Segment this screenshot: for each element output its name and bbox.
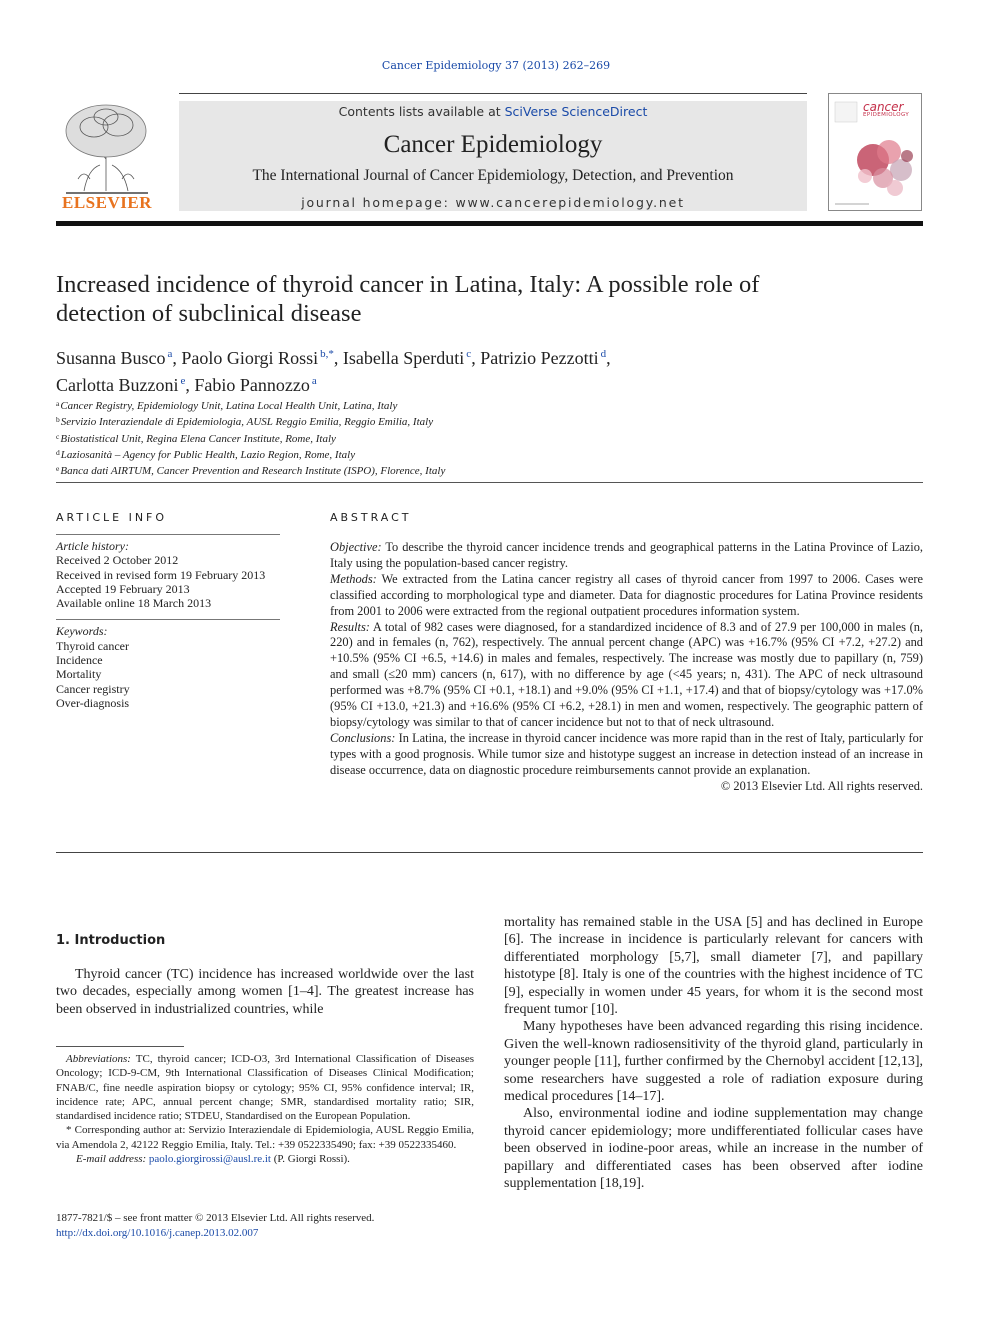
abstract-objective: Objective: To describe the thyroid cancer incidence trends and geographical patterns in the Latina Province of Lazio, Italy using the population-based cancer registry. — [330, 540, 923, 570]
article-info-heading: ARTICLE INFO — [56, 511, 168, 524]
page-footer — [56, 1211, 474, 1241]
journal-name: Cancer Epidemiology — [383, 131, 603, 158]
contents-line — [179, 104, 807, 119]
affiliation: $^d$Laziosanità – Agency for Public Health, Lazio Region, Rome, Italy — [56, 447, 356, 461]
abstract-results: Results: A total of 982 cases were diagnosed, for a standardized incidence of 8.3 and of 27.9 per 100,000 in males (n, 220) and in females (n, 762), respectively. The annual percent change (APC) was +16.7% (95% CI +7.2, +27.2) and +10.5% (95% CI +6.5, +14.6) in males and females, respectively. The increase was mostly due to papillary (n, 759) and small (≤20 mm) cancers (n, 617), with no difference by age (<45 years; n, 431). The APC of neck ultrasound performed was +8.7% (95% CI +0.1, +18.1) and +9.0% (95% CI +1.1, +17.4) and that of biopsy/cytology was +17.0% (95% CI +13.0, +21.3) and +16.6% (95% CI +6.2, +28.1) in men and women, respectively. The geographic pattern of biopsy/cytology was similar to that of cancer incidence but not to that of neck ultrasound. — [330, 619, 923, 729]
keyword: Mortality — [56, 667, 102, 682]
journal-citation[interactable]: Cancer Epidemiology 37 (2013) 262–269 — [381, 59, 611, 72]
keyword: Incidence — [56, 653, 103, 668]
contents-prefix: Contents lists available at — [338, 104, 505, 119]
section-divider — [56, 852, 923, 853]
email-footnote: E-mail address: paolo.giorgirossi@ausl.re.it (P. Giorgi Rossi). — [76, 1153, 350, 1166]
affiliation-list — [56, 397, 756, 478]
article-info — [56, 534, 280, 710]
author[interactable]: Susanna Busco $^a$ — [56, 348, 173, 368]
abstract-conclusions: Conclusions: In Latina, the increase in thyroid cancer incidence was more rapid than in the rest of Italy, particularly for types with a good prognosis. While tumor size and histotype suggest an increase in detection instead of an increase in disease occurrence, data on diagnostic procedure reimbursements cannot provide an explanation. — [330, 730, 923, 777]
history-item: Available online 18 March 2013 — [56, 596, 212, 611]
affiliation: $^a$Cancer Registry, Epidemiology Unit, Latina Local Health Unit, Latina, Italy — [56, 399, 398, 412]
issn-line: 1877-7821/$ – see front matter © 2013 Elsevier Ltd. All rights reserved. — [56, 1212, 375, 1224]
abstract-body — [330, 540, 923, 795]
affiliation: $^b$Servizio Interaziendale di Epidemiologia, AUSL Reggio Emilia, Reggio Emilia, Italy — [56, 415, 434, 429]
author[interactable]: Carlotta Buzzoni $^e$ — [56, 375, 186, 395]
cover-artwork — [829, 94, 922, 211]
introduction-heading: 1. Introduction — [56, 933, 166, 948]
email-link[interactable]: paolo.giorgirossi@ausl.re.it — [148, 1153, 271, 1166]
history-item: Accepted 19 February 2013 — [56, 581, 190, 596]
doi-link[interactable]: http://dx.doi.org/10.1016/j.canep.2013.02.007 — [56, 1227, 259, 1239]
footnote-rule — [56, 1046, 184, 1047]
abstract-methods: Methods: We extracted from the Latina cancer registry all cases of thyroid cancer from 1997 to 2006. Cases were classified according to morphological type and diameter. Data for diagnostic procedures for Latina Province residents from 2001 to 2006 were extracted from the regional outpatient procedures information system. — [330, 571, 923, 618]
body-paragraph: Also, environmental iodine and iodine supplementation may change thyroid cancer epidemiology; more undifferentiated follicular cases have been observed in iodine-poor areas, while an increase in the number of papillary and differentiated cases has been observed after iodine supplementation [18,19]. — [504, 1106, 923, 1192]
article-title: Increased incidence of thyroid cancer in Latina, Italy: A possible role of detection of subclinical disease — [56, 271, 760, 327]
abbreviations-footnote: Abbreviations: TC, thyroid cancer; ICD-O3, 3rd International Classification of Diseases Oncology; ICD-9-CM, 9th International Classification of Diseases Clinical Modification; FNAB/C, fine needle aspiration biopsy or cytology; 95% CI, 95% confidence interval; IR, incidence rate; APC, annual percent change; SMR, standardised mortality ratio; SIR, standardised incidence ratio; STDEU, Standardised on the European Population. — [56, 1053, 474, 1123]
keywords — [56, 624, 280, 710]
masthead — [56, 93, 923, 213]
homepage-label: journal homepage: — [301, 195, 456, 210]
journal-banner — [179, 101, 807, 211]
article-history — [56, 539, 280, 610]
body-right-column — [504, 914, 923, 1193]
keywords-label: Keywords: — [56, 624, 108, 639]
body-paragraph: mortality has remained stable in the USA [5] and has declined in Europe [6]. The increase in incidence is particularly relevant for cancers with differentiated morphology [5,7], small diameter [7], and papillary histotype [8]. Italy is one of the countries with the highest incidence of TC [9], especially in women under 45 years, for whom it is the second most frequent tumor [10]. — [504, 915, 923, 1018]
affiliation: $^e$Banca dati AIRTUM, Cancer Prevention and Research Institute (ISPO), Florence, Italy — [56, 464, 446, 478]
history-label: Article history: — [56, 539, 129, 553]
history-item: Received 2 October 2012 — [56, 553, 179, 568]
section-divider — [56, 482, 923, 483]
journal-cover-thumbnail[interactable] — [828, 93, 922, 211]
homepage-link[interactable]: www.cancerepidemiology.net — [455, 195, 685, 210]
keyword: Thyroid cancer — [56, 638, 129, 653]
publisher-name: ELSEVIER — [62, 193, 152, 212]
keyword: Cancer registry — [56, 681, 130, 696]
body-left-column — [56, 966, 474, 1018]
body-paragraph: Thyroid cancer (TC) incidence has increased worldwide over the last two decades, especially among women [1–4]. The greatest increase has been observed in industrialized countries, while — [56, 967, 474, 1017]
footnotes — [56, 1052, 474, 1166]
author[interactable]: Paolo Giorgi Rossi $^{b,*}$ — [181, 348, 334, 368]
cover-subtitle: EPIDEMIOLOGY — [863, 112, 910, 118]
history-item: Received in revised form 19 February 2013 — [56, 567, 266, 582]
masthead-rule — [56, 221, 923, 226]
author[interactable]: Fabio Pannozzo $^a$ — [194, 375, 317, 395]
sciencedirect-link[interactable]: SciVerse ScienceDirect — [504, 104, 648, 119]
keyword: Over-diagnosis — [56, 695, 130, 710]
copyright: © 2013 Elsevier Ltd. All rights reserved. — [720, 778, 923, 793]
abstract-heading: ABSTRACT — [330, 511, 412, 524]
author-list: Susanna Busco $^a$, Paolo Giorgi Rossi $^{b,*}$, Isabella Sperduti $^c$, Patrizio Pezzotti $^d$, Carlotta Buzzoni $^e$, Fabio Pannozzo $^a$ — [56, 348, 611, 395]
body-paragraph: Many hypotheses have been advanced regarding this rising incidence. Given the well-known radiosensitivity of the thyroid gland, particularly in younger people [11], further confirmed by the Chernobyl accident [12,13], some researchers have suggested a role of radiation exposure during medical procedures [14–17]. — [504, 1019, 923, 1105]
cover-title: cancer — [863, 100, 904, 114]
journal-homepage — [179, 195, 807, 210]
journal-subtitle: The International Journal of Cancer Epidemiology, Detection, and Prevention — [252, 167, 734, 184]
corresponding-author-footnote: * Corresponding author at: Servizio Interaziendale di Epidemiologia, AUSL Reggio Emilia, via Amendola 2, 42122 Reggio Emilia, Italy. Tel.: +39 0522335490; fax: +39 0522335460. — [56, 1124, 474, 1151]
affiliation: $^c$Biostatistical Unit, Regina Elena Cancer Institute, Rome, Italy — [56, 431, 336, 445]
author[interactable]: Patrizio Pezzotti $^d$ — [480, 348, 607, 368]
author[interactable]: Isabella Sperduti $^c$ — [342, 348, 472, 368]
